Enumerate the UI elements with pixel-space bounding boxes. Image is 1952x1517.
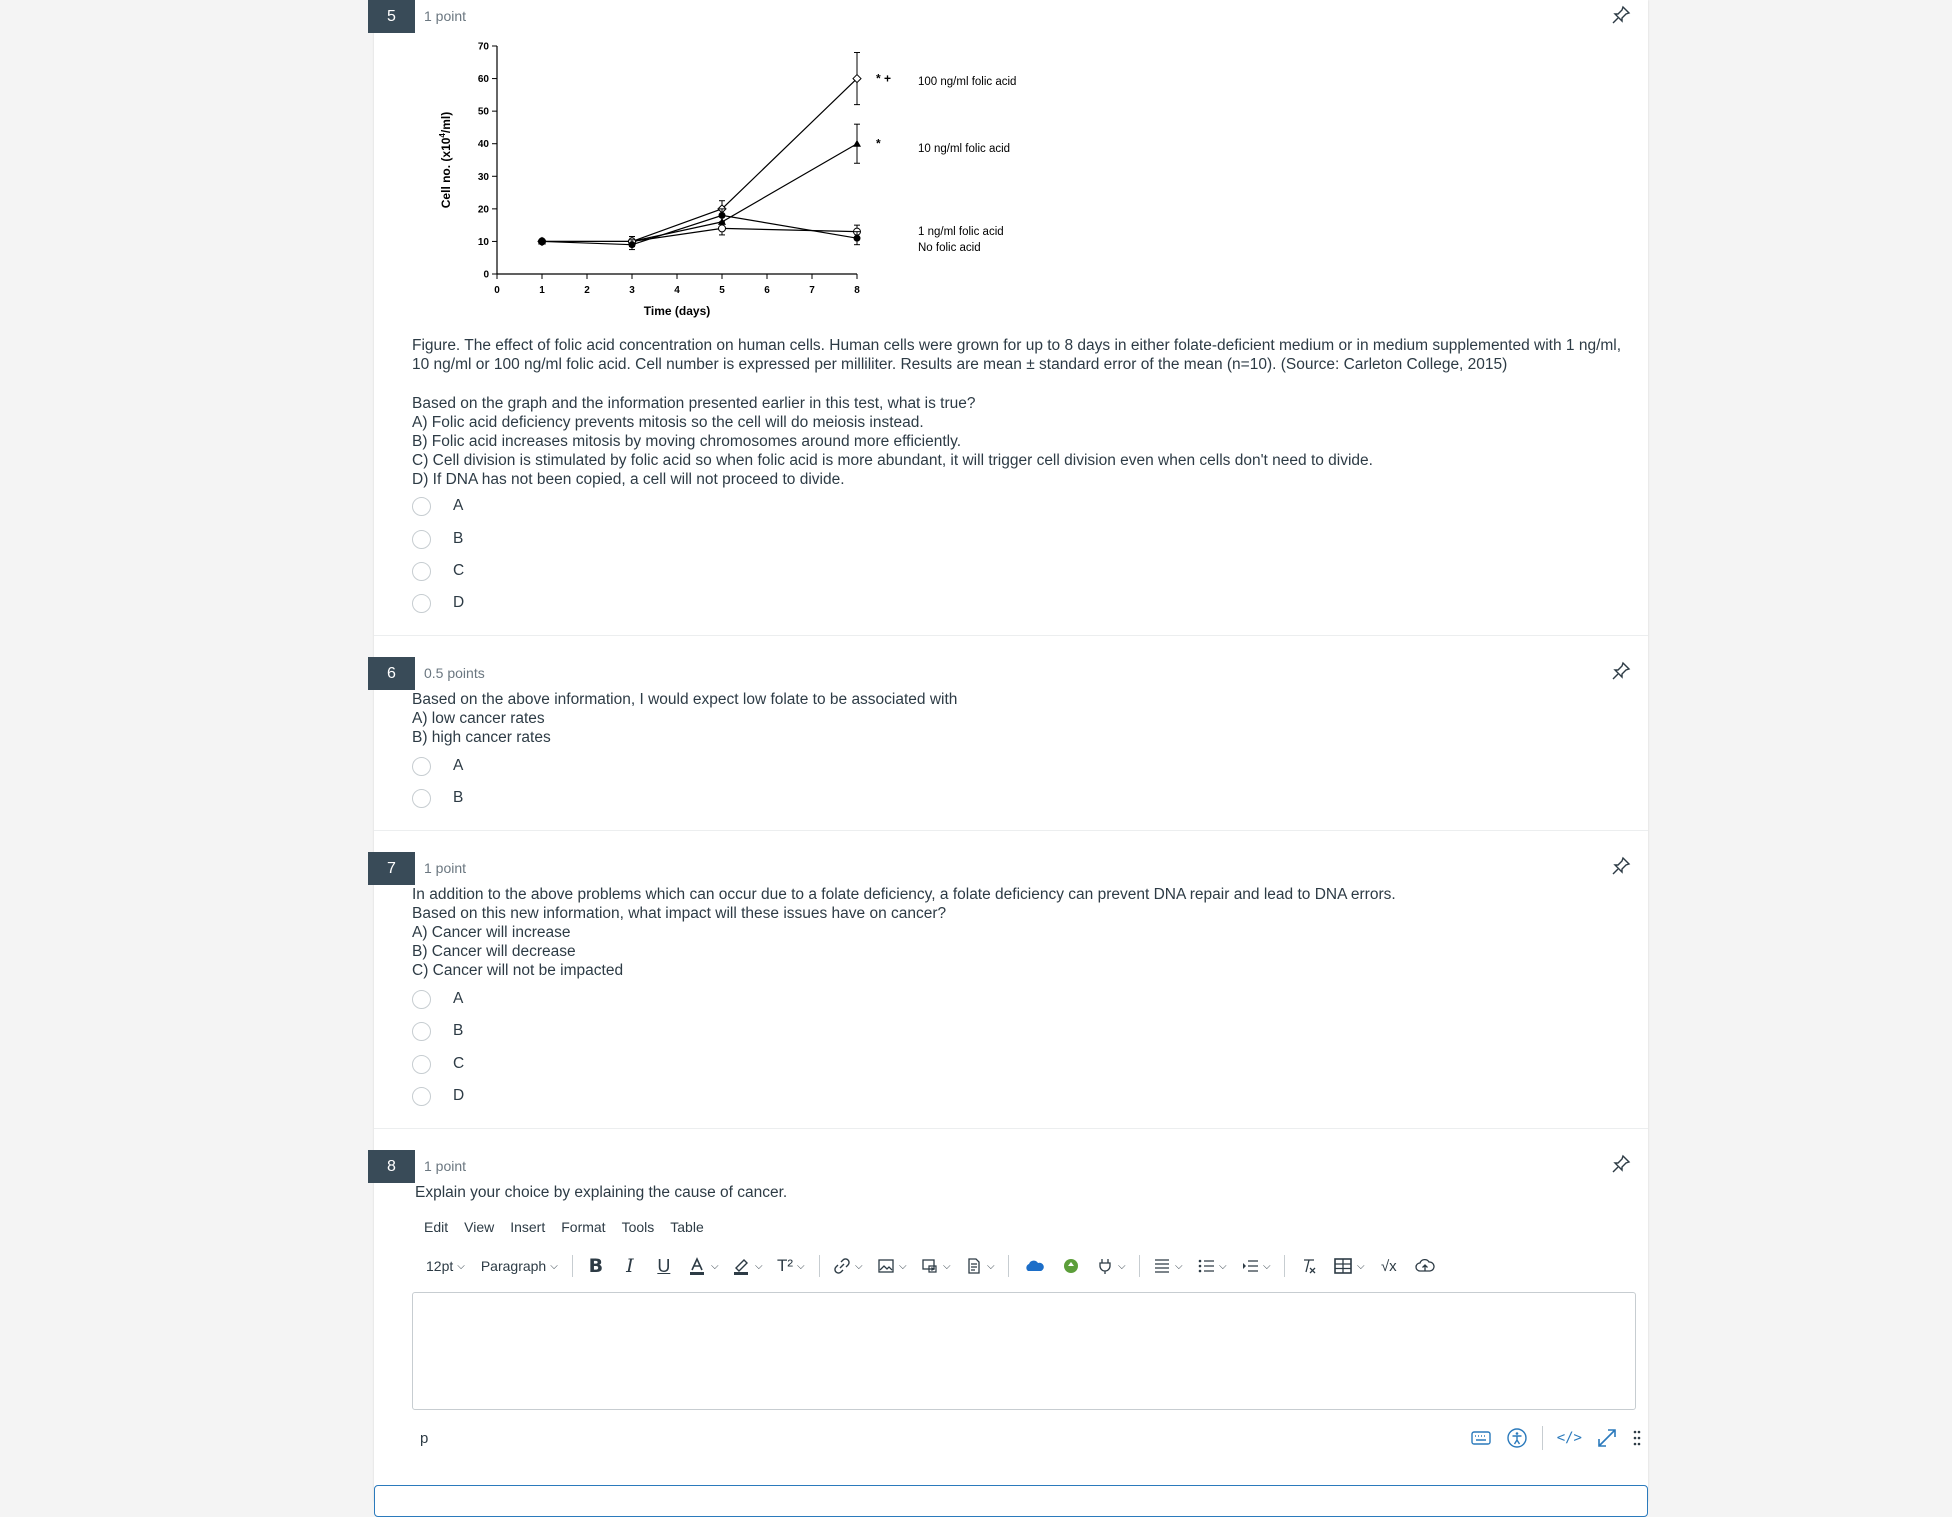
data-point bbox=[629, 241, 636, 248]
question-text-line: A) Cancer will increase bbox=[412, 924, 571, 941]
align-button[interactable] bbox=[1146, 1251, 1190, 1281]
chevron-down-icon: ⌵ bbox=[550, 1260, 558, 1272]
document-button[interactable] bbox=[958, 1251, 1002, 1281]
option-label: A bbox=[453, 757, 464, 774]
radio-button[interactable] bbox=[412, 562, 431, 581]
y-tick-label: 10 bbox=[477, 236, 489, 248]
question-text-line: C) Cancer will not be impacted bbox=[412, 962, 624, 979]
question-text-line: B) Cancer will decrease bbox=[412, 943, 576, 960]
radio-button[interactable] bbox=[412, 497, 431, 516]
menu-insert[interactable]: Insert bbox=[510, 1219, 546, 1235]
question-text-line: Based on the above information, I would expect low folate to be associated with bbox=[412, 691, 958, 708]
table-button[interactable] bbox=[1327, 1251, 1371, 1281]
y-tick-label: 20 bbox=[477, 204, 489, 216]
element-path[interactable]: p bbox=[420, 1429, 429, 1447]
highlighter-icon bbox=[731, 1256, 751, 1276]
block-format-value: Paragraph bbox=[480, 1258, 547, 1274]
app-button[interactable] bbox=[1053, 1251, 1089, 1281]
question-divider bbox=[374, 635, 1648, 636]
data-point bbox=[719, 225, 726, 232]
keyboard-icon[interactable] bbox=[1470, 1429, 1492, 1447]
radio-button[interactable] bbox=[412, 530, 431, 549]
pin-icon[interactable] bbox=[1610, 4, 1632, 26]
radio-button[interactable] bbox=[412, 990, 431, 1009]
series-label: No folic acid bbox=[918, 242, 981, 255]
y-tick-label: 40 bbox=[477, 139, 489, 151]
next-question-card bbox=[374, 1485, 1648, 1517]
menu-table[interactable]: Table bbox=[670, 1219, 704, 1235]
y-tick-label: 50 bbox=[477, 106, 489, 118]
align-left-icon bbox=[1153, 1258, 1171, 1274]
radio-button[interactable] bbox=[412, 594, 431, 613]
question-text-line: A) low cancer rates bbox=[412, 710, 545, 727]
image-button[interactable] bbox=[870, 1251, 914, 1281]
question-divider bbox=[374, 830, 1648, 831]
highlight-color-button[interactable] bbox=[725, 1251, 769, 1281]
chevron-down-icon: ⌵ bbox=[457, 1260, 465, 1272]
menu-view[interactable]: View bbox=[464, 1219, 495, 1235]
resize-handle-icon[interactable] bbox=[1632, 1428, 1642, 1448]
question-text-line: B) Folic acid increases mitosis by moving chromosomes around more efficiently. bbox=[412, 433, 962, 450]
clear-formatting-icon bbox=[1300, 1257, 1318, 1275]
chevron-down-icon: ⌵ bbox=[755, 1260, 763, 1272]
table-icon bbox=[1333, 1257, 1353, 1275]
data-point bbox=[853, 140, 861, 147]
bullet-list-button[interactable] bbox=[1190, 1251, 1234, 1281]
chevron-down-icon: ⌵ bbox=[987, 1260, 995, 1272]
series-line bbox=[542, 144, 857, 242]
question-text-line: D) If DNA has not been copied, a cell will not proceed to divide. bbox=[412, 471, 845, 488]
plug-icon bbox=[1096, 1257, 1114, 1275]
image-icon bbox=[877, 1257, 895, 1275]
series-line bbox=[542, 215, 857, 244]
x-tick-label: 7 bbox=[809, 285, 815, 296]
question-text-line: C) Cell division is stimulated by folic acid so when folic acid is more abundant, it will trigger cell division even when cells don't need to divide. bbox=[412, 452, 1373, 469]
data-point bbox=[539, 238, 546, 245]
link-icon bbox=[833, 1257, 851, 1275]
option-label: A bbox=[453, 990, 464, 1007]
question-text-line: Based on this new information, what impact will these issues have on cancer? bbox=[412, 905, 947, 922]
link-button[interactable] bbox=[826, 1251, 870, 1281]
answer-option-c[interactable] bbox=[412, 1052, 464, 1076]
option-label: B bbox=[453, 530, 464, 547]
y-axis-label-superscript: 4 bbox=[438, 133, 447, 138]
answer-option-c[interactable] bbox=[412, 559, 464, 583]
option-label: C bbox=[453, 562, 465, 579]
media-icon bbox=[921, 1257, 939, 1275]
series-label: 1 ng/ml folic acid bbox=[918, 225, 1004, 238]
onedrive-button[interactable] bbox=[1015, 1251, 1053, 1281]
answer-option-a[interactable] bbox=[412, 494, 463, 518]
x-tick-label: 2 bbox=[584, 285, 590, 296]
plugin-button[interactable] bbox=[1089, 1251, 1133, 1281]
radio-button[interactable] bbox=[412, 1087, 431, 1106]
editor-toolbar bbox=[412, 1250, 1642, 1282]
y-axis-label-part: Cell no. (x10 bbox=[439, 137, 453, 209]
x-tick-label: 6 bbox=[764, 285, 770, 296]
data-point bbox=[719, 212, 726, 219]
editor-menubar bbox=[424, 1219, 704, 1235]
pin-icon[interactable] bbox=[1610, 1153, 1632, 1175]
chevron-down-icon: ⌵ bbox=[1357, 1260, 1365, 1272]
answer-option-b[interactable] bbox=[412, 527, 463, 551]
x-tick-label: 0 bbox=[494, 285, 500, 296]
clear-formatting-button[interactable] bbox=[1291, 1251, 1327, 1281]
radio-button[interactable] bbox=[412, 789, 431, 808]
underline-icon[interactable]: U bbox=[657, 1255, 671, 1276]
superscript-icon: T² bbox=[777, 1256, 794, 1275]
pin-icon[interactable] bbox=[1610, 660, 1632, 682]
option-label: B bbox=[453, 789, 464, 806]
answer-option-d[interactable] bbox=[412, 591, 464, 615]
answer-option-b[interactable] bbox=[412, 1019, 463, 1043]
x-tick-label: 8 bbox=[854, 285, 860, 296]
option-label: D bbox=[453, 594, 465, 611]
y-tick-label: 30 bbox=[477, 171, 489, 183]
fullscreen-icon[interactable] bbox=[1596, 1427, 1618, 1449]
equation-icon[interactable]: √x bbox=[1380, 1257, 1397, 1275]
font-size-value: 12pt bbox=[426, 1258, 454, 1274]
y-tick-label: 70 bbox=[477, 41, 489, 53]
statusbar-actions bbox=[1470, 1426, 1642, 1450]
chevron-down-icon: ⌵ bbox=[797, 1260, 805, 1272]
indent-icon bbox=[1241, 1258, 1259, 1274]
radio-button[interactable] bbox=[412, 1055, 431, 1074]
figure-caption: Figure. The effect of folic acid concentration on human cells. Human cells were grown for up to 8 days in either folate-deficient medium or in medium supplemented with 1 ng/ml, 10 ng/ml or 100 ng/ml folic acid. Cell number is expressed per milliliter. Results are mean ± standard error of the mean (n=10). (Source: Carleton College, 2015) bbox=[412, 337, 1622, 373]
radio-button[interactable] bbox=[412, 1022, 431, 1041]
series-label: 100 ng/ml folic acid bbox=[918, 76, 1017, 89]
chevron-down-icon: ⌵ bbox=[855, 1260, 863, 1272]
menu-tools[interactable]: Tools bbox=[621, 1219, 655, 1235]
y-tick-label: 60 bbox=[477, 74, 489, 86]
question-text-line: B) high cancer rates bbox=[412, 729, 551, 746]
cloud-icon bbox=[1024, 1259, 1044, 1273]
menu-edit[interactable]: Edit bbox=[424, 1219, 449, 1235]
superscript-button[interactable] bbox=[769, 1251, 813, 1281]
text-color-icon bbox=[687, 1256, 707, 1276]
recycle-icon bbox=[1062, 1257, 1080, 1275]
bold-icon[interactable]: B bbox=[588, 1255, 604, 1277]
answer-option-a[interactable] bbox=[412, 987, 463, 1011]
question-number-badge: 5 bbox=[368, 0, 415, 33]
question-text-line: In addition to the above problems which can occur due to a folate deficiency, a folate deficiency can prevent DNA repair and lead to DNA errors. bbox=[412, 886, 1396, 903]
question-points: 1 point bbox=[424, 8, 467, 24]
bullet-list-icon bbox=[1197, 1258, 1215, 1274]
html-editor-icon[interactable]: </> bbox=[1556, 1430, 1582, 1446]
accessibility-icon[interactable] bbox=[1506, 1427, 1528, 1449]
y-axis-label-part: /ml) bbox=[439, 111, 453, 134]
question-number-badge: 8 bbox=[368, 1150, 415, 1183]
font-size-dropdown[interactable] bbox=[412, 1251, 473, 1281]
significance-marker: * bbox=[876, 136, 881, 151]
chevron-down-icon: ⌵ bbox=[1263, 1260, 1271, 1272]
answer-option-a[interactable] bbox=[412, 754, 463, 778]
pin-icon[interactable] bbox=[1610, 855, 1632, 877]
toolbar-divider bbox=[1008, 1255, 1009, 1277]
chevron-down-icon: ⌵ bbox=[1219, 1260, 1227, 1272]
question-points: 0.5 points bbox=[424, 665, 485, 681]
italic-icon[interactable]: I bbox=[626, 1255, 634, 1277]
answer-option-b[interactable] bbox=[412, 786, 463, 810]
x-tick-label: 4 bbox=[674, 285, 680, 296]
statusbar-divider bbox=[1542, 1426, 1543, 1450]
significance-marker: * + bbox=[876, 71, 892, 86]
cloud-upload-button[interactable] bbox=[1407, 1251, 1443, 1281]
question-text-line: Based on the graph and the information presented earlier in this test, what is true? bbox=[412, 395, 976, 412]
option-label: D bbox=[453, 1087, 465, 1104]
toolbar-divider bbox=[1139, 1255, 1140, 1277]
chevron-down-icon: ⌵ bbox=[899, 1260, 907, 1272]
question-number-badge: 6 bbox=[368, 657, 415, 690]
series-line bbox=[542, 79, 857, 242]
chevron-down-icon: ⌵ bbox=[1175, 1260, 1183, 1272]
option-label: A bbox=[453, 497, 464, 514]
media-button[interactable] bbox=[914, 1251, 958, 1281]
chevron-down-icon: ⌵ bbox=[943, 1260, 951, 1272]
toolbar-divider bbox=[819, 1255, 820, 1277]
menu-format[interactable]: Format bbox=[561, 1219, 606, 1235]
toolbar-divider bbox=[572, 1255, 573, 1277]
radio-button[interactable] bbox=[412, 757, 431, 776]
editor-statusbar bbox=[412, 1426, 1642, 1450]
y-axis-label bbox=[438, 112, 453, 208]
option-label: C bbox=[453, 1055, 465, 1072]
x-tick-label: 3 bbox=[629, 285, 635, 296]
chevron-down-icon: ⌵ bbox=[711, 1260, 719, 1272]
cloud-upload-icon bbox=[1415, 1258, 1435, 1274]
question-divider bbox=[374, 1128, 1648, 1129]
question-number-badge: 7 bbox=[368, 852, 415, 885]
x-axis-label: Time (days) bbox=[643, 304, 711, 318]
answer-option-d[interactable] bbox=[412, 1084, 464, 1108]
chevron-down-icon: ⌵ bbox=[1118, 1260, 1126, 1272]
indent-button[interactable] bbox=[1234, 1251, 1278, 1281]
essay-prompt: Explain your choice by explaining the cause of cancer. bbox=[415, 1184, 788, 1201]
option-label: B bbox=[453, 1022, 464, 1039]
folic-acid-chart bbox=[430, 38, 1050, 330]
data-point bbox=[854, 235, 861, 242]
toolbar-divider bbox=[1284, 1255, 1285, 1277]
text-color-button[interactable] bbox=[681, 1251, 725, 1281]
x-tick-label: 1 bbox=[539, 285, 545, 296]
series-label: 10 ng/ml folic acid bbox=[918, 142, 1011, 155]
document-icon bbox=[965, 1257, 983, 1275]
question-points: 1 point bbox=[424, 1158, 467, 1174]
question-points: 1 point bbox=[424, 860, 467, 876]
question-text-line: A) Folic acid deficiency prevents mitosis so the cell will do meiosis instead. bbox=[412, 414, 924, 431]
x-tick-label: 5 bbox=[719, 285, 725, 296]
rich-text-editor[interactable] bbox=[412, 1292, 1636, 1410]
block-format-dropdown[interactable] bbox=[473, 1251, 566, 1281]
y-tick-label: 0 bbox=[483, 269, 489, 281]
